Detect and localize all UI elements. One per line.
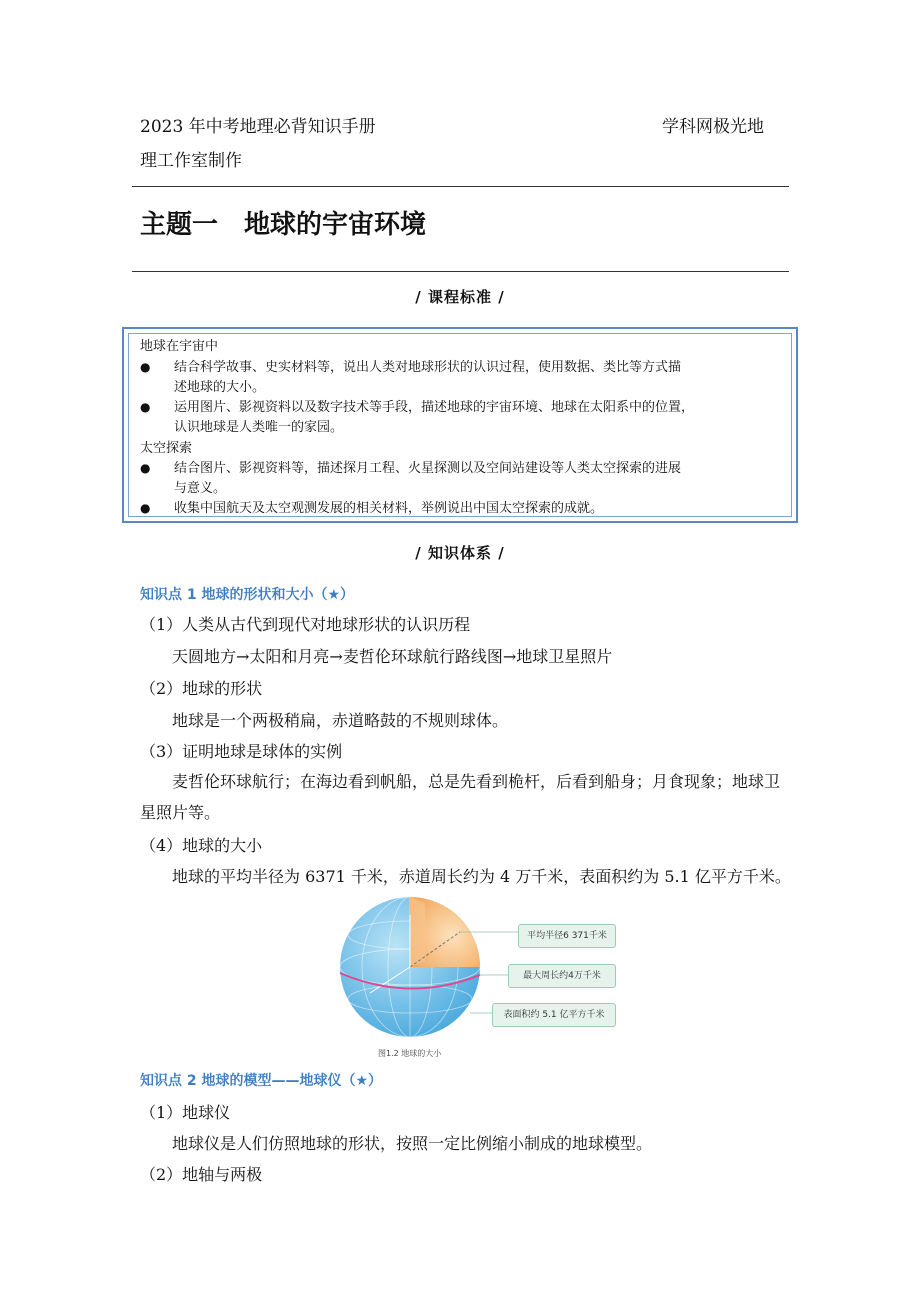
kp2-point-1-body: 地球仪是人们仿照地球的形状，按照一定比例缩小制成的地球模型。 (172, 1134, 653, 1153)
kp1-point-1-heading: （1）人类从古代到现代对地球形状的认识历程 (140, 615, 471, 634)
standards-item-3-line-1: 结合图片、影视资料等，描述探月工程、火星探测以及空间站建设等人类太空探索的进展 (174, 461, 682, 476)
standards-item-3-line-2: 与意义。 (174, 481, 227, 496)
globe-cutaway-face (410, 897, 425, 967)
section-heading-knowledge: / 知识体系 / (415, 544, 505, 562)
kp1-point-3-body-line-2: 星照片等。 (140, 803, 221, 822)
page-title: 主题一 地球的宇宙环境 (140, 210, 427, 240)
kp1-point-4-heading: （4）地球的大小 (140, 836, 263, 855)
header-studio-cont: 理工作室制作 (140, 151, 242, 171)
bullet-icon: ● (140, 501, 151, 515)
header-rule (132, 186, 789, 187)
section-heading-standards: / 课程标准 / (415, 288, 505, 306)
kp1-point-3-body-line-1: 麦哲伦环球航行；在海边看到帆船，总是先看到桅杆，后看到船身；月食现象；地球卫 (172, 772, 781, 791)
title-rule (132, 271, 789, 272)
bullet-icon: ● (140, 360, 151, 374)
kp1-point-2-heading: （2）地球的形状 (140, 679, 263, 698)
label-radius: 平均半径6 371千米 (518, 924, 616, 948)
kp1-point-4-body: 地球的平均半径为 6371 千米，赤道周长约为 4 万千米，表面积约为 5.1 亿平方千米。 (172, 867, 791, 886)
header-studio: 学科网极光地 (662, 117, 764, 137)
bullet-icon: ● (140, 461, 151, 475)
standards-group-space: 太空探索 (140, 441, 193, 456)
kp2-point-2-heading: （2）地轴与两极 (140, 1165, 263, 1184)
kp1-point-2-body: 地球是一个两极稍扁，赤道略鼓的不规则球体。 (172, 711, 509, 730)
figure-caption: 图1.2 地球的大小 (378, 1049, 442, 1058)
standards-item-1-line-1: 结合科学故事、史实材料等，说出人类对地球形状的认识过程，使用数据、类比等方式描 (174, 360, 682, 375)
standards-item-1-line-2: 述地球的大小。 (174, 380, 266, 395)
standards-item-4-line-1: 收集中国航天及太空观测发展的相关材料，举例说出中国太空探索的成就。 (174, 501, 604, 516)
header-title: 2023 年中考地理必背知识手册 (140, 117, 376, 137)
label-area: 表面积约 5.1 亿平方千米 (492, 1003, 616, 1027)
label-circumference: 最大周长约4万千米 (508, 964, 616, 988)
kp1-point-3-heading: （3）证明地球是球体的实例 (140, 742, 343, 761)
kp1-point-1-body: 天圆地方→太阳和月亮→麦哲伦环球航行路线图→地球卫星照片 (172, 647, 613, 666)
knowledge-point-1-title: 知识点 1 地球的形状和大小（★） (140, 587, 355, 603)
standards-item-2-line-2: 认识地球是人类唯一的家园。 (174, 420, 344, 435)
kp2-point-1-heading: （1）地球仪 (140, 1103, 231, 1122)
bullet-icon: ● (140, 400, 151, 414)
standards-group-earth: 地球在宇宙中 (140, 339, 219, 354)
knowledge-point-2-title: 知识点 2 地球的模型——地球仪（★） (140, 1073, 383, 1089)
standards-item-2-line-1: 运用图片、影视资料以及数字技术等手段，描述地球的宇宙环境、地球在太阳系中的位置， (174, 400, 695, 415)
